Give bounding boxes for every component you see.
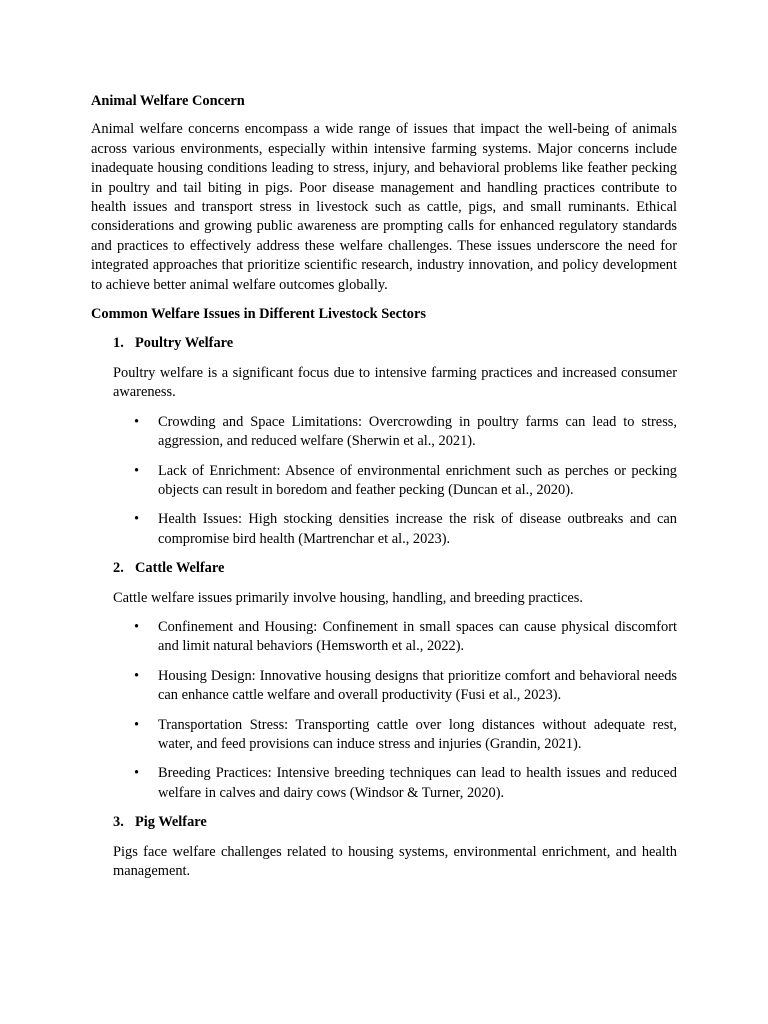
bullet-icon: • (134, 716, 140, 733)
sector-title: Pig Welfare (135, 814, 207, 831)
list-item-text: Lack of Enrichment: Absence of environmental enrichment such as perches or pecking objects can result in boredom and feather pecking (Duncan et al., 2020). (158, 462, 677, 498)
sector-title: Poultry Welfare (135, 335, 234, 352)
sector-heading (113, 813, 677, 832)
bullet-icon: • (134, 413, 140, 430)
list-item-text: Housing Design: Innovative housing designs that prioritize comfort and behavioral needs can enhance cattle welfare and overall productivity (Fusi et al., 2023). (158, 667, 677, 704)
bullet-list (91, 618, 677, 803)
bullet-icon: • (134, 667, 140, 684)
list-item-text: Confinement and Housing: Confinement in small spaces can cause physical discomfort and limit natural behaviors (Hemsworth et al., 2022). (158, 618, 677, 655)
document-title: Animal Welfare Concern (91, 93, 245, 109)
list-item (134, 618, 677, 657)
list-item-text: Health Issues: High stocking densities increase the risk of disease outbreaks and can compromise bird health (Martrenchar et al., 2023). (158, 511, 677, 547)
list-item (134, 764, 677, 803)
list-item (134, 413, 677, 452)
bullet-list (91, 413, 677, 549)
list-item (134, 667, 677, 706)
document-page (91, 92, 677, 881)
section-subtitle: Common Welfare Issues in Different Livestock Sectors (91, 306, 426, 323)
list-item (134, 510, 677, 549)
sector-number: 3. (113, 814, 124, 831)
bullet-icon: • (134, 511, 140, 528)
sector-poultry (91, 334, 677, 549)
sector-heading (113, 334, 677, 353)
list-item (134, 716, 677, 755)
list-item-text: Crowding and Space Limitations: Overcrowding in poultry farms can lead to stress, aggression, and reduced welfare (Sherwin et al., 2021). (158, 413, 677, 450)
list-item-text: Transportation Stress: Transporting cattle over long distances without adequate rest, water, and feed provisions can induce stress and injuries (Grandin, 2021). (158, 716, 677, 752)
sector-pig (91, 813, 677, 881)
intro-paragraph: Animal welfare concerns encompass a wide range of issues that impact the well-being of animals across various environments, especially within intensive farming systems. Major concerns include inadequate housing conditions leading to stress, injury, and behavioral problems like feather pecking in poultry and tail biting in pigs. Poor disease management and handling practices contribute to health issues and transport stress in livestock such as cattle, pigs, and small ruminants. Ethical considerations and growing public awareness are prompting calls for enhanced regulatory standards and practices to effectively address these welfare challenges. These issues underscore the need for integrated approaches that prioritize scientific research, industry innovation, and policy development to achieve better animal welfare outcomes globally. (91, 121, 677, 293)
list-item (134, 462, 677, 501)
sector-intro: Poultry welfare is a significant focus due to intensive farming practices and increased consumer awareness. (113, 364, 677, 401)
sector-cattle (91, 559, 677, 803)
sector-intro: Pigs face welfare challenges related to housing systems, environmental enrichment, and health management. (113, 843, 677, 879)
bullet-icon: • (134, 765, 140, 782)
sector-number: 2. (113, 560, 124, 577)
bullet-icon: • (134, 618, 140, 635)
bullet-icon: • (134, 462, 140, 479)
sector-intro: Cattle welfare issues primarily involve housing, handling, and breeding practices. (113, 589, 583, 606)
sector-heading (113, 559, 677, 578)
sector-number: 1. (113, 335, 124, 352)
sector-title: Cattle Welfare (135, 560, 225, 577)
list-item-text: Breeding Practices: Intensive breeding techniques can lead to health issues and reduced welfare in calves and dairy cows (Windsor & Turner, 2020). (158, 765, 677, 801)
